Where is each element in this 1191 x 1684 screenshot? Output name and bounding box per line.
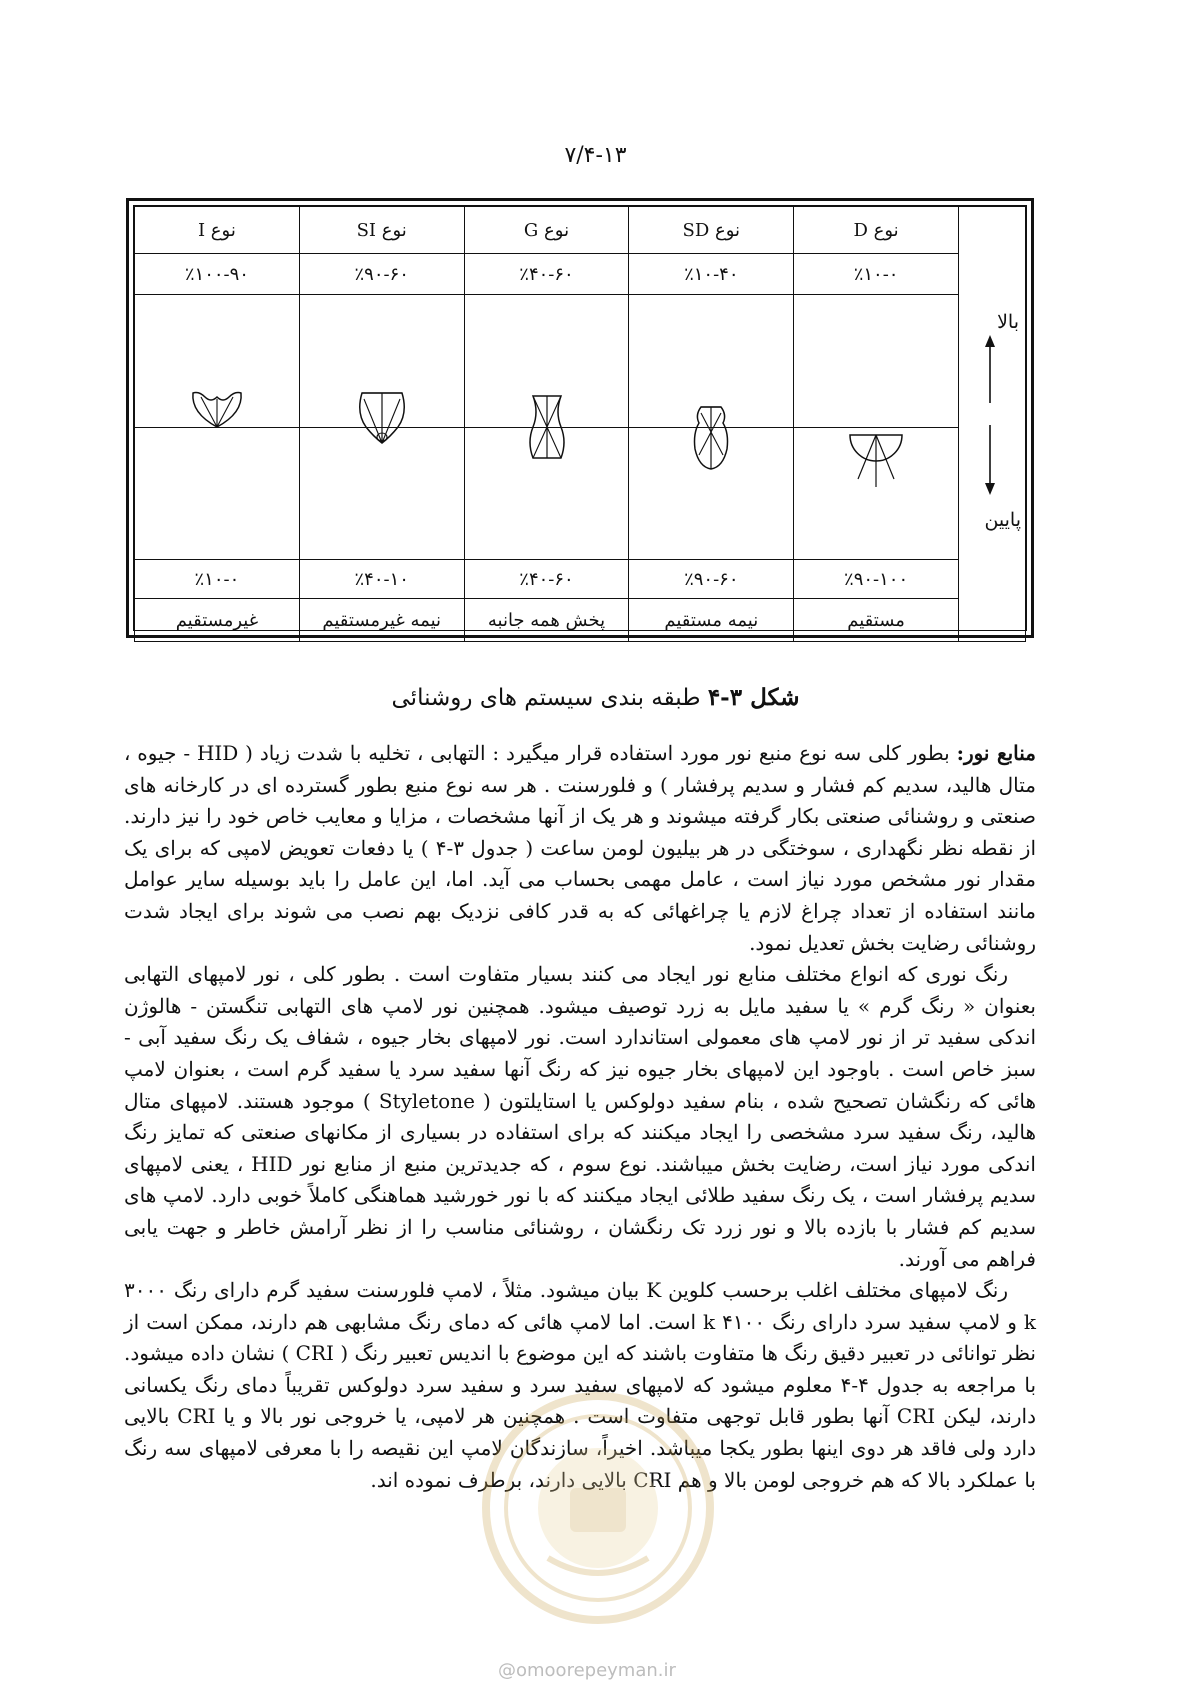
- distribution-si: [299, 295, 464, 560]
- lighting-classification-figure: [126, 198, 1034, 638]
- system-name-i: غیرمستقیم: [135, 599, 300, 642]
- body-text: [124, 738, 1036, 1496]
- system-name-g: پخش همه جانبه: [464, 599, 629, 642]
- watermark-site: @omoorepeyman.ir: [498, 1660, 676, 1681]
- figure-caption: [0, 684, 1191, 711]
- semi-direct-distribution-icon: [691, 405, 731, 471]
- classification-table: [134, 206, 1026, 642]
- paragraph-color-temperature: رنگ لامپهای مختلف اغلب برحسب کلوین K بیان میشود. مثلاً ، لامپ فلورسنت سفید گرم دارای رنگ ۳۰۰۰ k و لامپ سفید سرد دارای رنگ ۴۱۰۰ k است. اما لامپ هائی که دمای رنگ مشابهی هم دارند، ممکن است از نظر توانائی در تعبیر دقیق رنگ ها متفاوت باشند که این موضوع با اندیس تعبیر رنگ ( CRI ) نشان داده میشود. با مراجعه به جدول ۴-۴ معلوم میشود که لامپهای سفید سرد و سفید سرد دولوکس تقریباً دمای رنگ یکسانی دارند، لیکن CRI آنها بطور قابل توجهی متفاوت است . همچنین هر لامپی، یا خروجی نور بالا و یا CRI بالایی دارد ولی فاقد هر دوی اینها بطور یکجا میباشد. اخیراً، سازندگان لامپ این نقیصه را با معرفی لامپهای سه رنگ با عملکرد بالا که هم خروجی لومن بالا و هم CRI بالایی دارند، برطرف نموده اند.: [124, 1278, 1037, 1492]
- lower-percent-sd: ٪۹۰-۶۰: [629, 560, 794, 599]
- caption-text: طبقه بندی سیستم های روشنائی: [391, 685, 708, 711]
- upper-percent-si: ٪۹۰-۶۰: [299, 254, 464, 295]
- lower-percent-si: ٪۴۰-۱۰: [299, 560, 464, 599]
- col-type-g: نوع G: [464, 207, 629, 254]
- system-name-si: نیمه غیرمستقیم: [299, 599, 464, 642]
- arrow-up-icon: [977, 335, 1003, 405]
- section-heading: منابع نور:: [956, 741, 1036, 765]
- system-name-d: مستقیم: [794, 599, 959, 642]
- upper-percent-i: ٪۱۰۰-۹۰: [135, 254, 300, 295]
- page-number: ۷/۴-۱۳: [564, 143, 627, 168]
- distribution-d: [794, 295, 959, 560]
- caption-label: شکل ۳-۴: [707, 684, 800, 711]
- direct-distribution-icon: [846, 431, 906, 491]
- lower-percent-i: ٪۱۰-۰: [135, 560, 300, 599]
- col-type-si: نوع SI: [299, 207, 464, 254]
- upper-percent-d: ٪۱۰-۰: [794, 254, 959, 295]
- semi-indirect-distribution-icon: [356, 387, 408, 447]
- upper-percent-sd: ٪۱۰-۴۰: [629, 254, 794, 295]
- lower-percent-g: ٪۴۰-۶۰: [464, 560, 629, 599]
- lower-percent-d: ٪۹۰-۱۰۰: [794, 560, 959, 599]
- watermark-seal-icon: [478, 1388, 718, 1628]
- system-name-sd: نیمه مستقیم: [629, 599, 794, 642]
- distribution-sd: [629, 295, 794, 560]
- down-label: پایین: [984, 509, 1021, 531]
- up-label: بالا: [997, 311, 1019, 333]
- paragraph-light-color: رنگ نوری که انواع مختلف منابع نور ایجاد می کنند بسیار متفاوت است . بطور کلی ، نور لامپهای التهابی بعنوان « رنگ گرم » یا سفید مایل به زرد توصیف میشود. همچنین نور لامپ های التهابی تنگستن - هالوژن اندکی سفید تر از نور لامپ های معمولی استاندارد است. نور لامپهای بخار جیوه ، شفاف یک رنگ سفید آبی - سبز خاص است . باوجود این لامپهای بخار جیوه نیز که رنگ آنها سفید سرد یا سفید گرم است ، بعنوان لامپ هائی که رنگشان تصحیح شده ، بنام سفید دولوکس یا استایلتون ( Styletone ) موجود هستند. لامپهای متال هالید، رنگ سفید سرد مشخصی را ایجاد میکنند که برای استفاده در بسیاری از مکانهای صنعتی که تمایز رنگ اندکی مورد نیاز است، رضایت بخش میباشند. نوع سوم ، که جدیدترین منبع از منابع نور HID ، یعنی لامپهای سدیم پرفشار است ، یک رنگ سفید طلائی ایجاد میکنند که با نور خورشید هماهنگی کاملاً خوبی دارد. لامپ های سدیم کم فشار با بازده بالا و نور زرد تک رنگشان ، روشنائی مناسب را از نظر آرامش خاطر و جهت یابی فراهم می آورند.: [124, 962, 1037, 1271]
- indirect-distribution-icon: [189, 389, 245, 429]
- paragraph-light-sources: [124, 738, 1036, 959]
- general-diffuse-distribution-icon: [525, 394, 569, 460]
- col-type-sd: نوع SD: [629, 207, 794, 254]
- col-type-d: نوع D: [794, 207, 959, 254]
- distribution-g: [464, 295, 629, 560]
- arrow-down-icon: [977, 425, 1003, 495]
- distribution-i: [135, 295, 300, 560]
- upper-percent-g: ٪۴۰-۶۰: [464, 254, 629, 295]
- direction-column: [959, 207, 1026, 642]
- col-type-i: نوع I: [135, 207, 300, 254]
- paragraph-1-text: بطور کلی سه نوع منبع نور مورد استفاده قرار میگیرد : التهابی ، تخلیه با شدت زیاد ( HID - جیوه ، متال هالید، سدیم کم فشار و سدیم پرفشار ) و فلورسنت . هر سه نوع منبع بطور گسترده ای در کارخانه های صنعتی و روشنائی صنعتی بکار گرفته میشوند و هر یک از آنها مشخصات ، مزایا و معایب خاص خود را نیز دارند. از نقطه نظر نگهداری ، سوختگی در هر بیلیون لومن ساعت ( جدول ۳-۴ ) یا دفعات تعویض لامپی که برای یک مقدار نور مشخص مورد نیاز است ، عامل مهمی بحساب می آید. اما، این عامل را باید بوسیله سایر عوامل مانند استفاده از تعداد چراغ لازم یا چراغهائی که به قدر کافی نزدیک بهم نصب می شوند برای ایجاد شدت روشنائی رضایت بخش تعدیل نمود.: [124, 741, 1036, 955]
